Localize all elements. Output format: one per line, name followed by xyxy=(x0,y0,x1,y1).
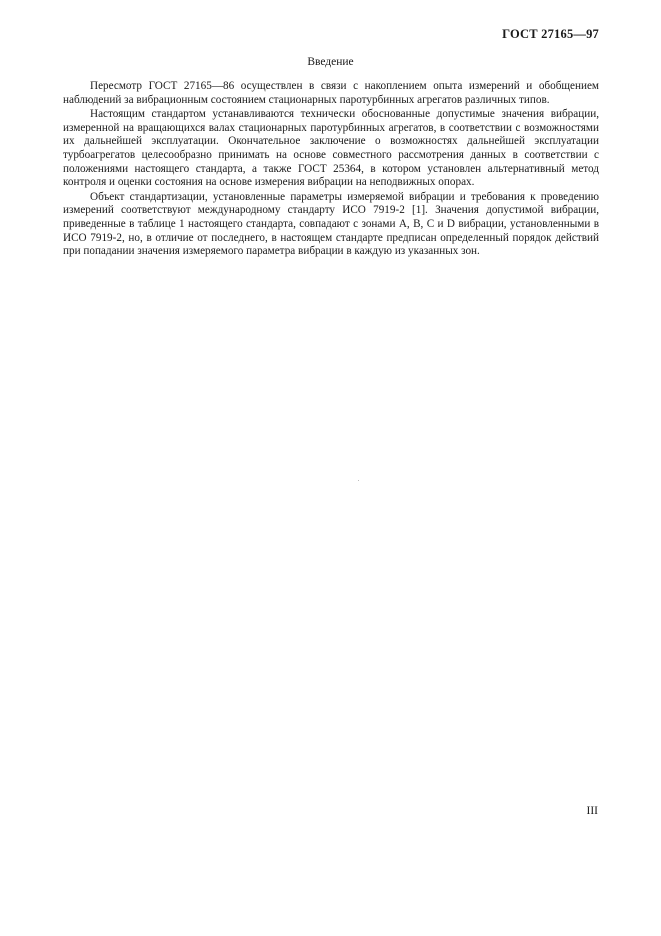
document-header-code: ГОСТ 27165—97 xyxy=(502,27,599,41)
paragraph: Объект стандартизации, установленные параметры измеряемой вибрации и требования к проведению измерений соответствуют международному стандарту ИСО 7919-2 [1]. Значения допустимой вибрации, приведенные в таблице 1 настоящего стандарта, совпадают с зонами A, B, C и D вибрации, установленными в ИСО 7919-2, но, в отличие от последнего, в настоящем стандарте предписан определенный порядок действий при попадании значения измеряемого параметра вибрации в каждую из указанных зон. xyxy=(63,190,599,258)
paragraph: Настоящим стандартом устанавливаются технически обоснованные допустимые значения вибрации, измеренной на вращающихся валах стационарных паротурбинных агрегатов, в соответствии с возможностями их дальнейшей эксплуатации. Окончательное заключение о возможностях дальнейшей эксплуатации турбоагрегатов целесообразно принимать на основе совместного рассмотрения данных в соответствии с положениями настоящего стандарта, а также ГОСТ 25364, в котором установлен альтернативный метод контроля и оценки состояния на основе измерения вибрации на неподвижных опорах. xyxy=(63,108,599,189)
page-number: III xyxy=(586,805,598,817)
scan-artifact-dot xyxy=(358,480,359,481)
section-title: Введение xyxy=(307,56,354,68)
paragraph: Пересмотр ГОСТ 27165—86 осуществлен в связи с накоплением опыта измерений и обобщением наблюдений за вибрационным состоянием стационарных паротурбинных агрегатов различных типов. xyxy=(63,80,599,106)
document-body xyxy=(63,80,599,260)
